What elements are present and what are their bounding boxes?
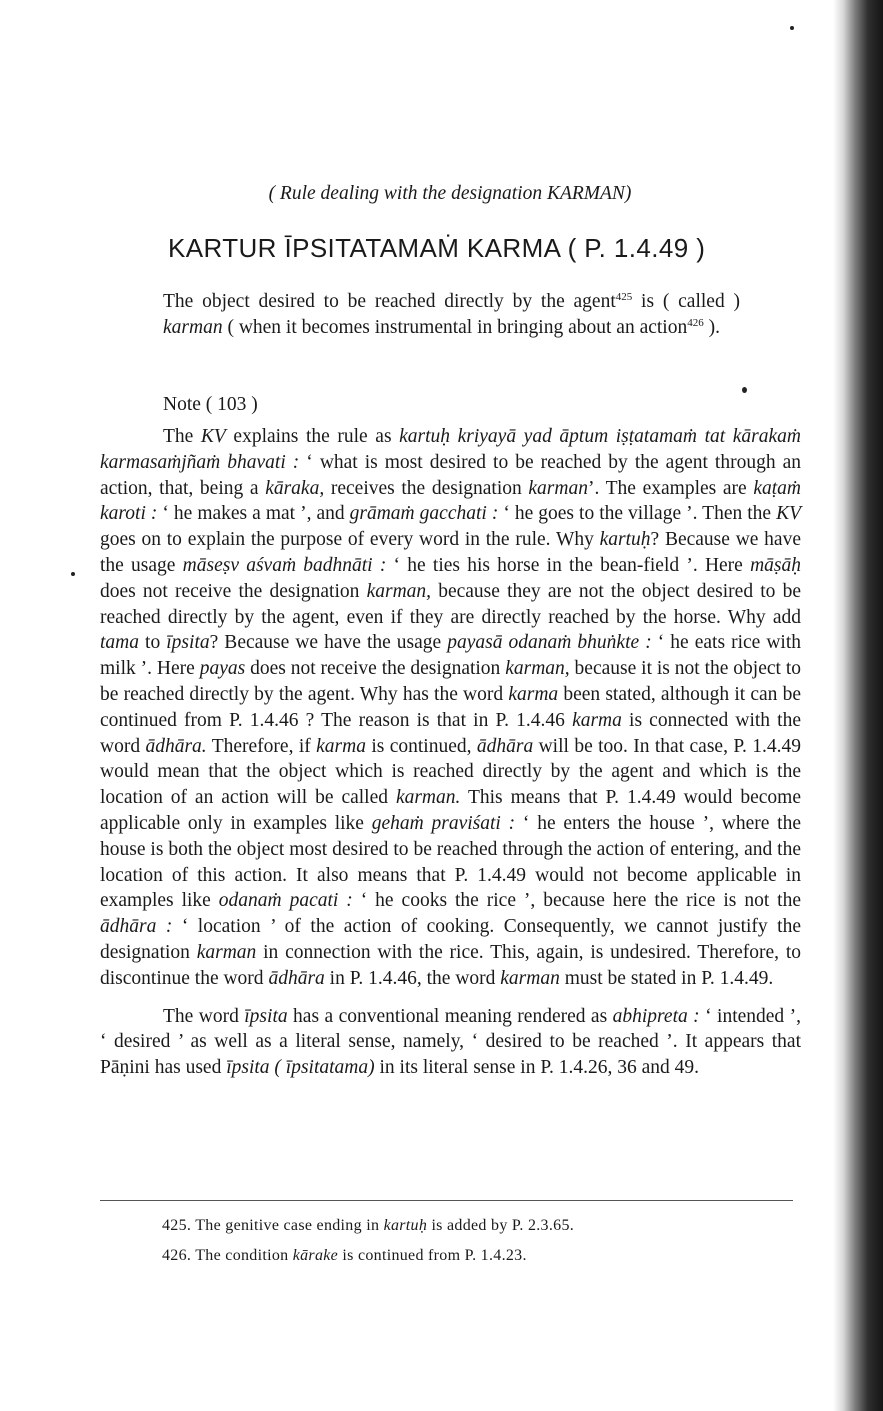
text-run: because it is not the object to be reached directly by the agent. Why has the word [100,658,801,705]
italic-term: tama [100,632,139,654]
scan-speck [742,387,747,393]
italic-term: ādhāra [268,967,325,989]
text-run: ? Because we have the usage [209,632,448,654]
text-run: Therefore, if [206,735,317,757]
rule-title: KARTUR ĪPSITATAMAṀ KARMA ( P. 1.4.49 ) [168,233,706,263]
text-run: ‘ intended ’, ‘ desired ’ as well as a literal sense, namely, ‘ desired to be reached ’. It appears that Pāṇini has used [100,1005,801,1079]
note-body [100,424,801,1081]
text-run: in connection with the rice. This, again, is undesired. Therefore, to discontinue the word [100,941,802,989]
text-run: ‘ he ties his horse in the bean-field ’. Here [386,554,751,576]
text-run: is continued, [365,735,477,757]
italic-term: karma [572,709,622,731]
text-run: receives the designation [324,477,529,499]
text-run: ‘ what is most desired to be reached by the agent through an action, that, being a [100,451,801,499]
italic-term: kartuḥ [599,529,651,551]
footnotes [162,1217,802,1277]
text-run: to [139,632,167,654]
italic-term: māseṣv aśvaṁ badhnāti : [182,554,387,576]
italic-term: īpsita [244,1005,288,1027]
text-run: ‘ location ’ of the action of cooking. Consequently, we cannot justify the designation [100,916,801,963]
footnote-divider [100,1200,793,1201]
paragraph [100,1004,801,1081]
rule-definition: The object desired to be reached directly by the agent$^{425}$ is ( called ) karman ( when it becomes instrumental in bringing about an action$^{426}$ ). [163,291,740,338]
paragraph [100,424,801,992]
text-run: is connected with the word [100,709,801,757]
italic-term: kaṭaṁ karoti : [100,477,801,525]
italic-term: abhipreta : [612,1005,700,1027]
italic-term: kāraka, [265,477,325,499]
text-run: been stated, although it can be continued from P. 1.4.46 ? The reason is that in P. 1.4.46 [100,683,801,731]
italic-term: ādhāra [476,735,534,757]
italic-term: karman [528,477,588,499]
italic-term: gehaṁ praviśati : [371,812,516,834]
text-run: does not receive the designation [100,580,367,602]
section-caption: ( Rule dealing with the designation KARMAN) [268,183,632,204]
scan-speck [71,572,75,576]
italic-term: māṣāḥ [750,554,801,576]
footnote-marker: 425 [615,291,633,303]
text-run: has a conventional meaning rendered as [287,1005,613,1027]
text-run: explains the rule as [225,426,400,447]
italic-term: payas [199,658,246,680]
text-run: in its literal sense in P. 1.4.26, 36 and 49. [374,1057,700,1079]
footnote: 425. The genitive case ending in kartuḥ is added by P. 2.3.65. [162,1217,575,1234]
italic-term: karman, [366,580,432,602]
text-run: The word [163,1005,245,1027]
text-run: ’. The examples are [587,477,754,499]
text-run: ‘ he cooks the rice ’, because here the rice is not the [352,890,802,912]
italic-term: karman, [505,658,570,680]
italic-term: karma [316,735,366,757]
italic-term: KV [200,426,226,447]
italic-term: karman [196,941,257,963]
footnote-marker: 426 [687,317,704,329]
footnote: 426. The condition kārake is continued from P. 1.4.23. [162,1247,527,1264]
italic-term: KV [776,503,802,525]
italic-term: karma [508,683,559,705]
italic-term: īpsita ( īpsitatama) [226,1057,375,1079]
italic-term: grāmaṁ gacchati : [349,503,499,525]
text-run: does not receive the designation [245,658,506,680]
text-run: ‘ he goes to the village ’. Then the [498,503,777,525]
note-label: Note ( 103 ) [163,394,258,415]
scan-margin-shadow [833,0,883,1411]
text-run: goes on to explain the purpose of every word in the rule. Why [100,529,600,551]
italic-term: ādhāra. [145,735,207,757]
italic-term: kartuḥ kriyayā yad āptum iṣṭatamaṁ tat kārakaṁ karmasaṁjñaṁ bhavati : [100,426,801,473]
text-run: ‘ he eats rice with milk ’. Here [100,632,802,680]
italic-term: karman [500,967,560,989]
text-run: ‘ he enters the house ’, where the house is both the object most desired to be reached through the action of entering, and the location of this action. It also means that P. 1.4.49 would not become applicable in examples like [100,812,801,912]
text-run: will be too. In that case, P. 1.4.49 would mean that the object which is reached directly by the agent and which is the location of an action will be called [100,735,802,809]
italic-term: karman. [395,787,461,809]
text-run: The [163,426,201,447]
italic-term: odanaṁ pacati : [218,890,353,912]
text-run: ‘ he makes a mat ’, and [157,503,350,525]
italic-term: ādhāra : [100,916,173,938]
text-run: because they are not the object desired to be reached directly by the agent, even if they are directly reached by the horse. Why add [100,580,802,628]
text-run: ? Because we have the usage [100,529,801,576]
text-run: This means that P. 1.4.49 would become applicable only in examples like [100,787,801,834]
scan-speck [790,26,794,30]
italic-term: payasā odanaṁ bhuṅkte : [447,632,652,654]
italic-term: īpsita [166,632,210,654]
text-run: in P. 1.4.46, the word [324,967,501,989]
text-run: must be stated in P. 1.4.49. [559,967,774,989]
